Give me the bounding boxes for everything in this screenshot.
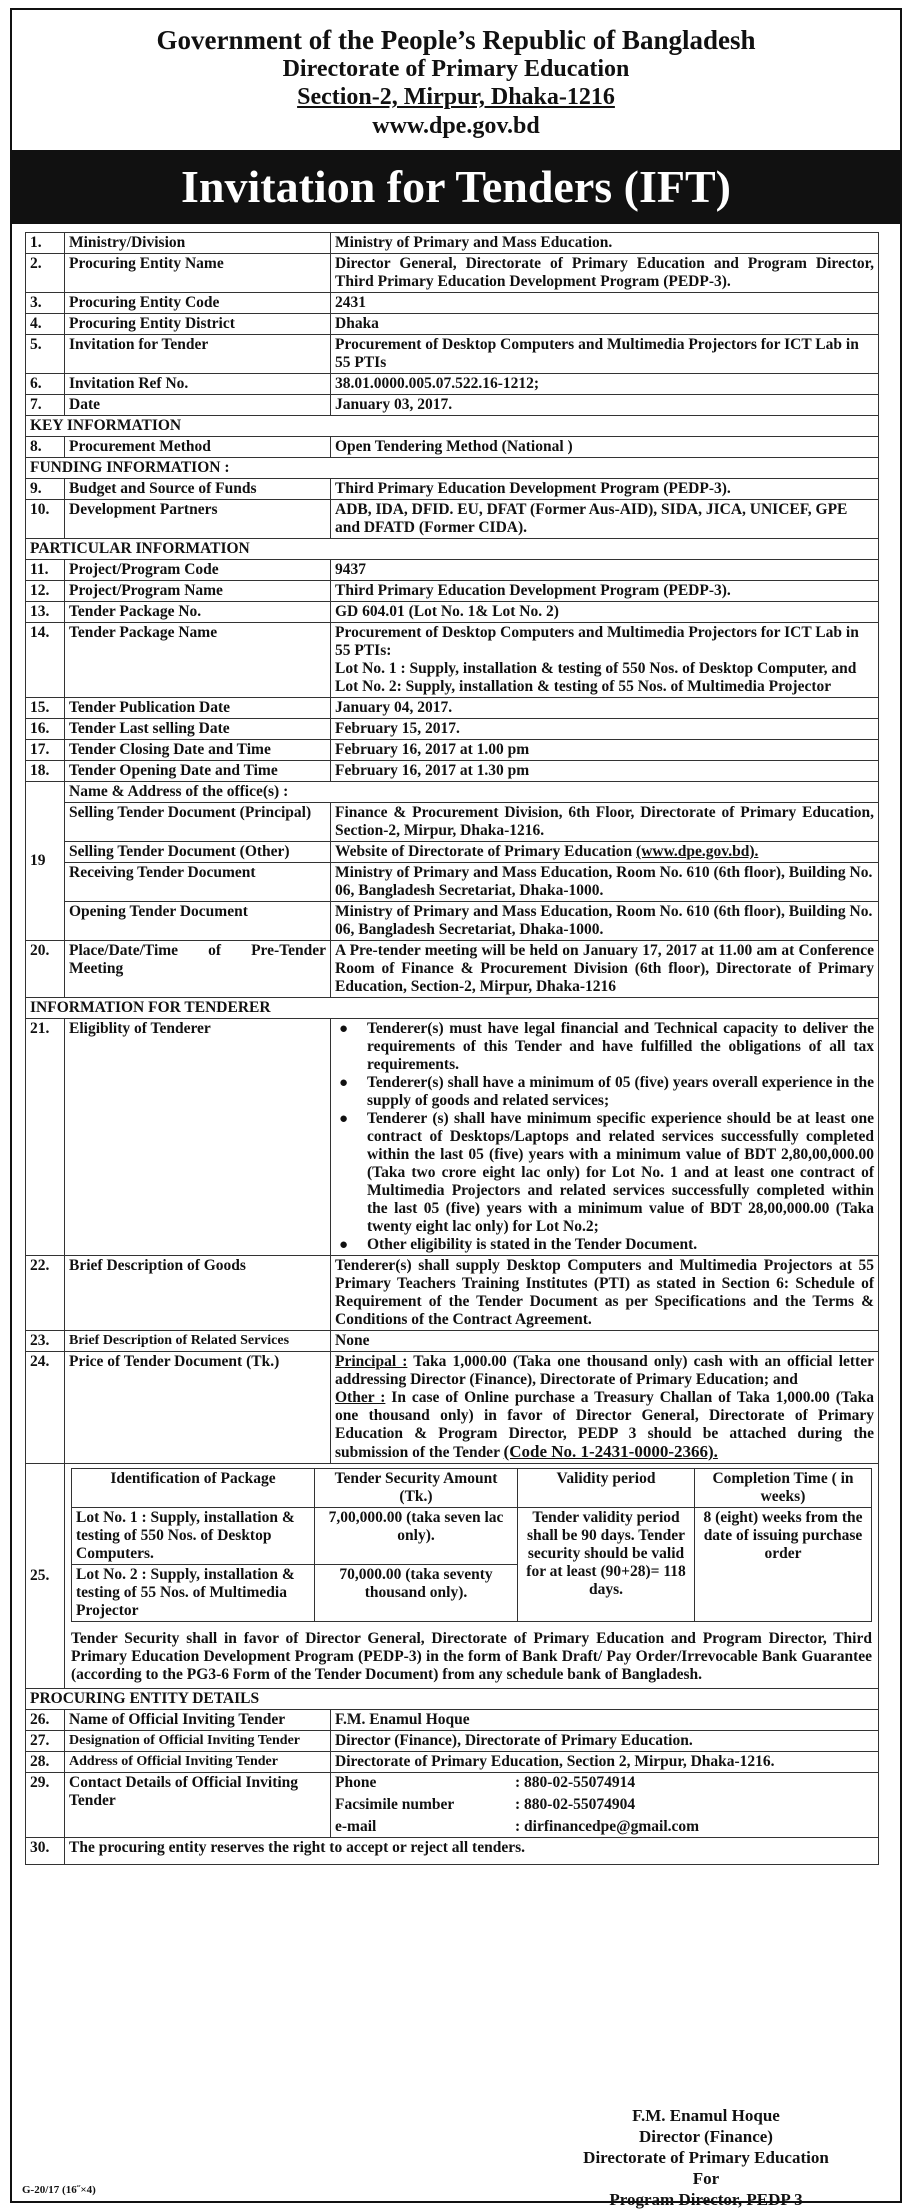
table-row <box>26 803 879 842</box>
row-label: Tender Closing Date and Time <box>65 740 331 761</box>
row-value: 9437 <box>331 560 879 581</box>
row-label: Price of Tender Document (Tk.) <box>65 1352 331 1464</box>
ift-banner: Invitation for Tenders (IFT) <box>10 150 902 224</box>
row-number: 29. <box>26 1773 65 1838</box>
table-row <box>26 740 879 761</box>
row-value: Dhaka <box>331 314 879 335</box>
section-heading: KEY INFORMATION <box>26 416 879 437</box>
row-label: Brief Description of Goods <box>65 1256 331 1331</box>
table-row <box>26 719 879 740</box>
signatory-program: Program Director, PEDP 3 <box>609 2190 803 2209</box>
row-number: 7. <box>26 395 65 416</box>
row-label: Name of Official Inviting Tender <box>65 1710 331 1731</box>
tender-security-cell <box>65 1464 879 1689</box>
signatory-designation: Director (Finance) <box>639 2127 773 2146</box>
row-number: 6. <box>26 374 65 395</box>
row-label: Designation of Official Inviting Tender <box>65 1731 331 1752</box>
table-row <box>26 1352 879 1464</box>
row-value: February 15, 2017. <box>331 719 879 740</box>
table-row <box>26 623 879 698</box>
row-label: Procuring Entity Code <box>65 293 331 314</box>
row-value: Director General, Directorate of Primary Education and Program Director, Third Primary Education Development Program (PEDP-3). <box>331 254 879 293</box>
table-row <box>26 1464 879 1689</box>
section-heading: FUNDING INFORMATION : <box>26 458 879 479</box>
row-number: 23. <box>26 1331 65 1352</box>
table-cell: 8 (eight) weeks from the date of issuing purchase order <box>695 1508 872 1622</box>
website-text: Website of Directorate of Primary Education <box>335 843 637 860</box>
row-number: 12. <box>26 581 65 602</box>
row-value: Ministry of Primary and Mass Education, Room No. 610 (6th floor), Building No. 06, Bangladesh Secretariat, Dhaka-1000. <box>331 863 879 902</box>
list-item: ● Other eligibility is stated in the Tender Document. <box>367 1236 874 1254</box>
table-row <box>26 335 879 374</box>
signature-block <box>536 2105 876 2210</box>
fax-label: Facsimile number <box>335 1796 455 1813</box>
row-value: 2431 <box>331 293 879 314</box>
list-item: ● Tenderer(s) shall have a minimum of 05 (five) years overall experience in the supply of goods and related services; <box>367 1074 874 1110</box>
column-header: Tender Security Amount (Tk.) <box>315 1469 518 1508</box>
table-row <box>26 1019 879 1256</box>
fax-value: : 880-02-55074904 <box>515 1796 636 1813</box>
table-cell: Tender validity period shall be 90 days. Tender security should be valid for at least (90+28)= 118 days. <box>518 1508 695 1622</box>
table-row <box>26 698 879 719</box>
row-number: 8. <box>26 437 65 458</box>
section-heading-row <box>26 458 879 479</box>
column-header: Validity period <box>518 1469 695 1508</box>
phone-value: : 880-02-55074914 <box>515 1774 636 1791</box>
row-value <box>331 1019 879 1256</box>
row-value: Director (Finance), Directorate of Primary Education. <box>331 1731 879 1752</box>
phone-label: Phone <box>335 1774 377 1791</box>
row-label: Ministry/Division <box>65 233 331 254</box>
row-number: 15. <box>26 698 65 719</box>
row-label: Procuring Entity District <box>65 314 331 335</box>
row-label: Contact Details of Official Inviting Tender <box>65 1773 331 1838</box>
row-label: Name & Address of the office(s) : <box>65 782 879 803</box>
section-heading-row <box>26 416 879 437</box>
row-number: 26. <box>26 1710 65 1731</box>
row-number: 5. <box>26 335 65 374</box>
table-cell: 7,00,000.00 (taka seven lac only). <box>315 1508 518 1565</box>
row-value: Open Tendering Method (National ) <box>331 437 879 458</box>
row-number: 25. <box>26 1464 65 1689</box>
section-heading-row <box>26 1689 879 1710</box>
row-number: 19 <box>26 782 65 941</box>
row-number: 13. <box>26 602 65 623</box>
table-cell: 70,000.00 (taka seventy thousand only). <box>315 1565 518 1622</box>
row-number: 28. <box>26 1752 65 1773</box>
package-description: Procurement of Desktop Computers and Multimedia Projectors for ICT Lab in 55 PTIs: <box>335 624 859 659</box>
row-number: 18. <box>26 761 65 782</box>
row-number: 9. <box>26 479 65 500</box>
row-value: Procurement of Desktop Computers and Multimedia Projectors for ICT Lab in 55 PTIs <box>331 335 879 374</box>
table-row <box>26 314 879 335</box>
row-label: Tender Last selling Date <box>65 719 331 740</box>
tender-security-table <box>71 1468 872 1622</box>
row-value: A Pre-tender meeting will be held on January 17, 2017 at 11.00 am at Conference Room of Finance & Procurement Division (6th floor), Directorate of Primary Education, Section-2, Mirpur, Dhaka-1216 <box>331 941 879 998</box>
row-value: Ministry of Primary and Mass Education. <box>331 233 879 254</box>
row-label: Project/Program Name <box>65 581 331 602</box>
row-label: Tender Publication Date <box>65 698 331 719</box>
section-heading: PARTICULAR INFORMATION <box>26 539 879 560</box>
section-heading: INFORMATION FOR TENDERER <box>26 998 879 1019</box>
row-value: Tenderer(s) shall supply Desktop Computers and Multimedia Projectors at 55 Primary Teachers Training Institutes (PTI) as stated in Section 6: Schedule of Requirement of the Tender Document as per Specifications and the Terms & Conditions of the Contract Agreement. <box>331 1256 879 1331</box>
row-label: Eligiblity of Tenderer <box>65 1019 331 1256</box>
row-label: Development Partners <box>65 500 331 539</box>
table-row <box>26 1838 879 1865</box>
row-value: Ministry of Primary and Mass Education, Room No. 610 (6th floor), Building No. 06, Bangladesh Secretariat, Dhaka-1000. <box>331 902 879 941</box>
table-row <box>26 1331 879 1352</box>
table-row <box>26 863 879 902</box>
website-link[interactable]: (www.dpe.gov.bd). <box>636 843 759 860</box>
row-number: 16. <box>26 719 65 740</box>
signatory-for: For <box>692 2169 720 2188</box>
table-row <box>26 233 879 254</box>
row-value: Third Primary Education Development Program (PEDP-3). <box>331 581 879 602</box>
row-number: 1. <box>26 233 65 254</box>
table-row <box>26 560 879 581</box>
row-label: Selling Tender Document (Principal) <box>65 803 331 842</box>
row-value: Finance & Procurement Division, 6th Floor, Directorate of Primary Education, Section-2, Mirpur, Dhaka-1216. <box>331 803 879 842</box>
lot-2-description: Lot No. 2: Supply, installation & testing of 55 Nos. of Multimedia Projector <box>335 678 832 695</box>
lot-1-description: Lot No. 1 : Supply, installation & testing of 550 Nos. of Desktop Computer, and <box>335 660 857 677</box>
table-row <box>26 782 879 803</box>
table-row <box>26 1773 879 1838</box>
eligibility-list <box>335 1020 874 1254</box>
row-number: 22. <box>26 1256 65 1331</box>
table-row <box>26 254 879 293</box>
table-row <box>26 941 879 998</box>
government-title: Government of the People’s Republic of Bangladesh <box>156 25 756 55</box>
row-value: The procuring entity reserves the right to accept or reject all tenders. <box>65 1838 879 1865</box>
table-row <box>26 437 879 458</box>
row-value: February 16, 2017 at 1.00 pm <box>331 740 879 761</box>
list-item: ● Tenderer(s) must have legal financial and Technical capacity to deliver the requirements of this Tender and have fulfilled the obligations of all tax requirements. <box>367 1020 874 1074</box>
row-value: F.M. Enamul Hoque <box>331 1710 879 1731</box>
other-value: In case of Online purchase a Treasury Challan of Taka 1,000.00 (Taka one thousand only) in favor of Director General, Directorate of Primary Education & Program Director, PEDP 3 should be attached during the submission of the Tender <box>335 1389 874 1461</box>
row-number: 3. <box>26 293 65 314</box>
tender-table <box>25 232 879 1865</box>
column-header: Completion Time ( in weeks) <box>695 1469 872 1508</box>
website-link[interactable]: www.dpe.gov.bd <box>372 113 540 139</box>
table-row <box>26 293 879 314</box>
table-row <box>26 761 879 782</box>
row-number: 20. <box>26 941 65 998</box>
section-heading-row <box>26 998 879 1019</box>
address-line: Section-2, Mirpur, Dhaka-1216 <box>297 84 615 110</box>
row-value <box>331 1773 879 1838</box>
row-label: Procurement Method <box>65 437 331 458</box>
row-label: Tender Opening Date and Time <box>65 761 331 782</box>
other-label: Other : <box>335 1389 386 1406</box>
row-number: 10. <box>26 500 65 539</box>
row-label: Place/Date/Time of Pre-Tender Meeting <box>65 941 331 998</box>
row-label: Brief Description of Related Services <box>65 1331 331 1352</box>
email-label: e-mail <box>335 1818 377 1835</box>
row-label: Invitation for Tender <box>65 335 331 374</box>
row-value: 38.01.0000.005.07.522.16-1212; <box>331 374 879 395</box>
row-value: None <box>331 1331 879 1352</box>
table-cell: Lot No. 1 : Supply, installation & testing of 550 Nos. of Desktop Computers. <box>72 1508 315 1565</box>
table-row <box>26 1710 879 1731</box>
signatory-office: Directorate of Primary Education <box>583 2148 829 2167</box>
row-value: January 04, 2017. <box>331 698 879 719</box>
table-row <box>72 1469 872 1508</box>
table-row <box>72 1508 872 1565</box>
email-value[interactable]: : dirfinancedpe@gmail.com <box>515 1818 700 1835</box>
row-value: ADB, IDA, DFID. EU, DFAT (Former Aus-AID), SIDA, JICA, UNICEF, GPE and DFATD (Former CIDA). <box>331 500 879 539</box>
table-row <box>26 479 879 500</box>
principal-label: Principal : <box>335 1353 408 1370</box>
row-label: Tender Package Name <box>65 623 331 698</box>
row-value <box>331 623 879 698</box>
row-number: 21. <box>26 1019 65 1256</box>
row-number: 24. <box>26 1352 65 1464</box>
row-number: 4. <box>26 314 65 335</box>
row-number: 17. <box>26 740 65 761</box>
table-row <box>26 602 879 623</box>
row-label: Invitation Ref No. <box>65 374 331 395</box>
row-value: Third Primary Education Development Program (PEDP-3). <box>331 479 879 500</box>
row-value: January 03, 2017. <box>331 395 879 416</box>
row-value: February 16, 2017 at 1.30 pm <box>331 761 879 782</box>
row-number: 30. <box>26 1838 65 1865</box>
row-value <box>331 842 879 863</box>
row-label: Project/Program Code <box>65 560 331 581</box>
treasury-code: (Code No. 1-2431-0000-2366). <box>503 1442 718 1461</box>
row-label: Tender Package No. <box>65 602 331 623</box>
table-row <box>26 395 879 416</box>
table-cell: Lot No. 2 : Supply, installation & testing of 55 Nos. of Multimedia Projector <box>72 1565 315 1622</box>
row-label: Selling Tender Document (Other) <box>65 842 331 863</box>
principal-value: Taka 1,000.00 (Taka one thousand only) cash with an official letter addressing Director (Finance), Directorate of Primary Education; and <box>335 1353 874 1388</box>
table-row <box>26 1256 879 1331</box>
table-row <box>26 500 879 539</box>
gazette-reference: G-20/17 (16˝×4) <box>22 2184 96 2196</box>
row-number: 27. <box>26 1731 65 1752</box>
table-row <box>26 1731 879 1752</box>
row-label: Address of Official Inviting Tender <box>65 1752 331 1773</box>
row-label: Opening Tender Document <box>65 902 331 941</box>
row-label: Budget and Source of Funds <box>65 479 331 500</box>
table-row <box>26 581 879 602</box>
row-number: 14. <box>26 623 65 698</box>
table-row <box>26 374 879 395</box>
list-item: ● Tenderer (s) shall have minimum specific experience should be at least one contract of Desktops/Laptops and related services successfully completed within the last 05 (five) years with a minimum value of BDT 2,80,00,000.00 (Taka two crore eight lac only) for Lot No. 1 and at least one contract of Multimedia Projectors and related services successfully completed within the last 05 (five) years with a minimum value of BDT 28,00,000.00 (Taka twenty eight lac only) for Lot No.2; <box>367 1110 874 1236</box>
row-label: Receiving Tender Document <box>65 863 331 902</box>
table-row <box>26 902 879 941</box>
row-value: GD 604.01 (Lot No. 1& Lot No. 2) <box>331 602 879 623</box>
table-row <box>26 842 879 863</box>
row-number: 2. <box>26 254 65 293</box>
directorate-title: Directorate of Primary Education <box>282 56 630 82</box>
signatory-name: F.M. Enamul Hoque <box>632 2106 780 2125</box>
table-row <box>26 1752 879 1773</box>
row-value <box>331 1352 879 1464</box>
section-heading-row <box>26 539 879 560</box>
row-label: Procuring Entity Name <box>65 254 331 293</box>
row-value: Directorate of Primary Education, Section 2, Mirpur, Dhaka-1216. <box>331 1752 879 1773</box>
security-note: Tender Security shall in favor of Director General, Directorate of Primary Education and Program Director, Third Primary Education Development Program (PEDP-3) in the form of Bank Draft/ Pay Order/Irrevocable Bank Guarantee (according to the PG3-6 Form of the Tender Document) from any schedule bank of Bangladesh. <box>71 1630 872 1683</box>
column-header: Identification of Package <box>72 1469 315 1508</box>
row-number: 11. <box>26 560 65 581</box>
section-heading: PROCURING ENTITY DETAILS <box>26 1689 879 1710</box>
row-label: Date <box>65 395 331 416</box>
